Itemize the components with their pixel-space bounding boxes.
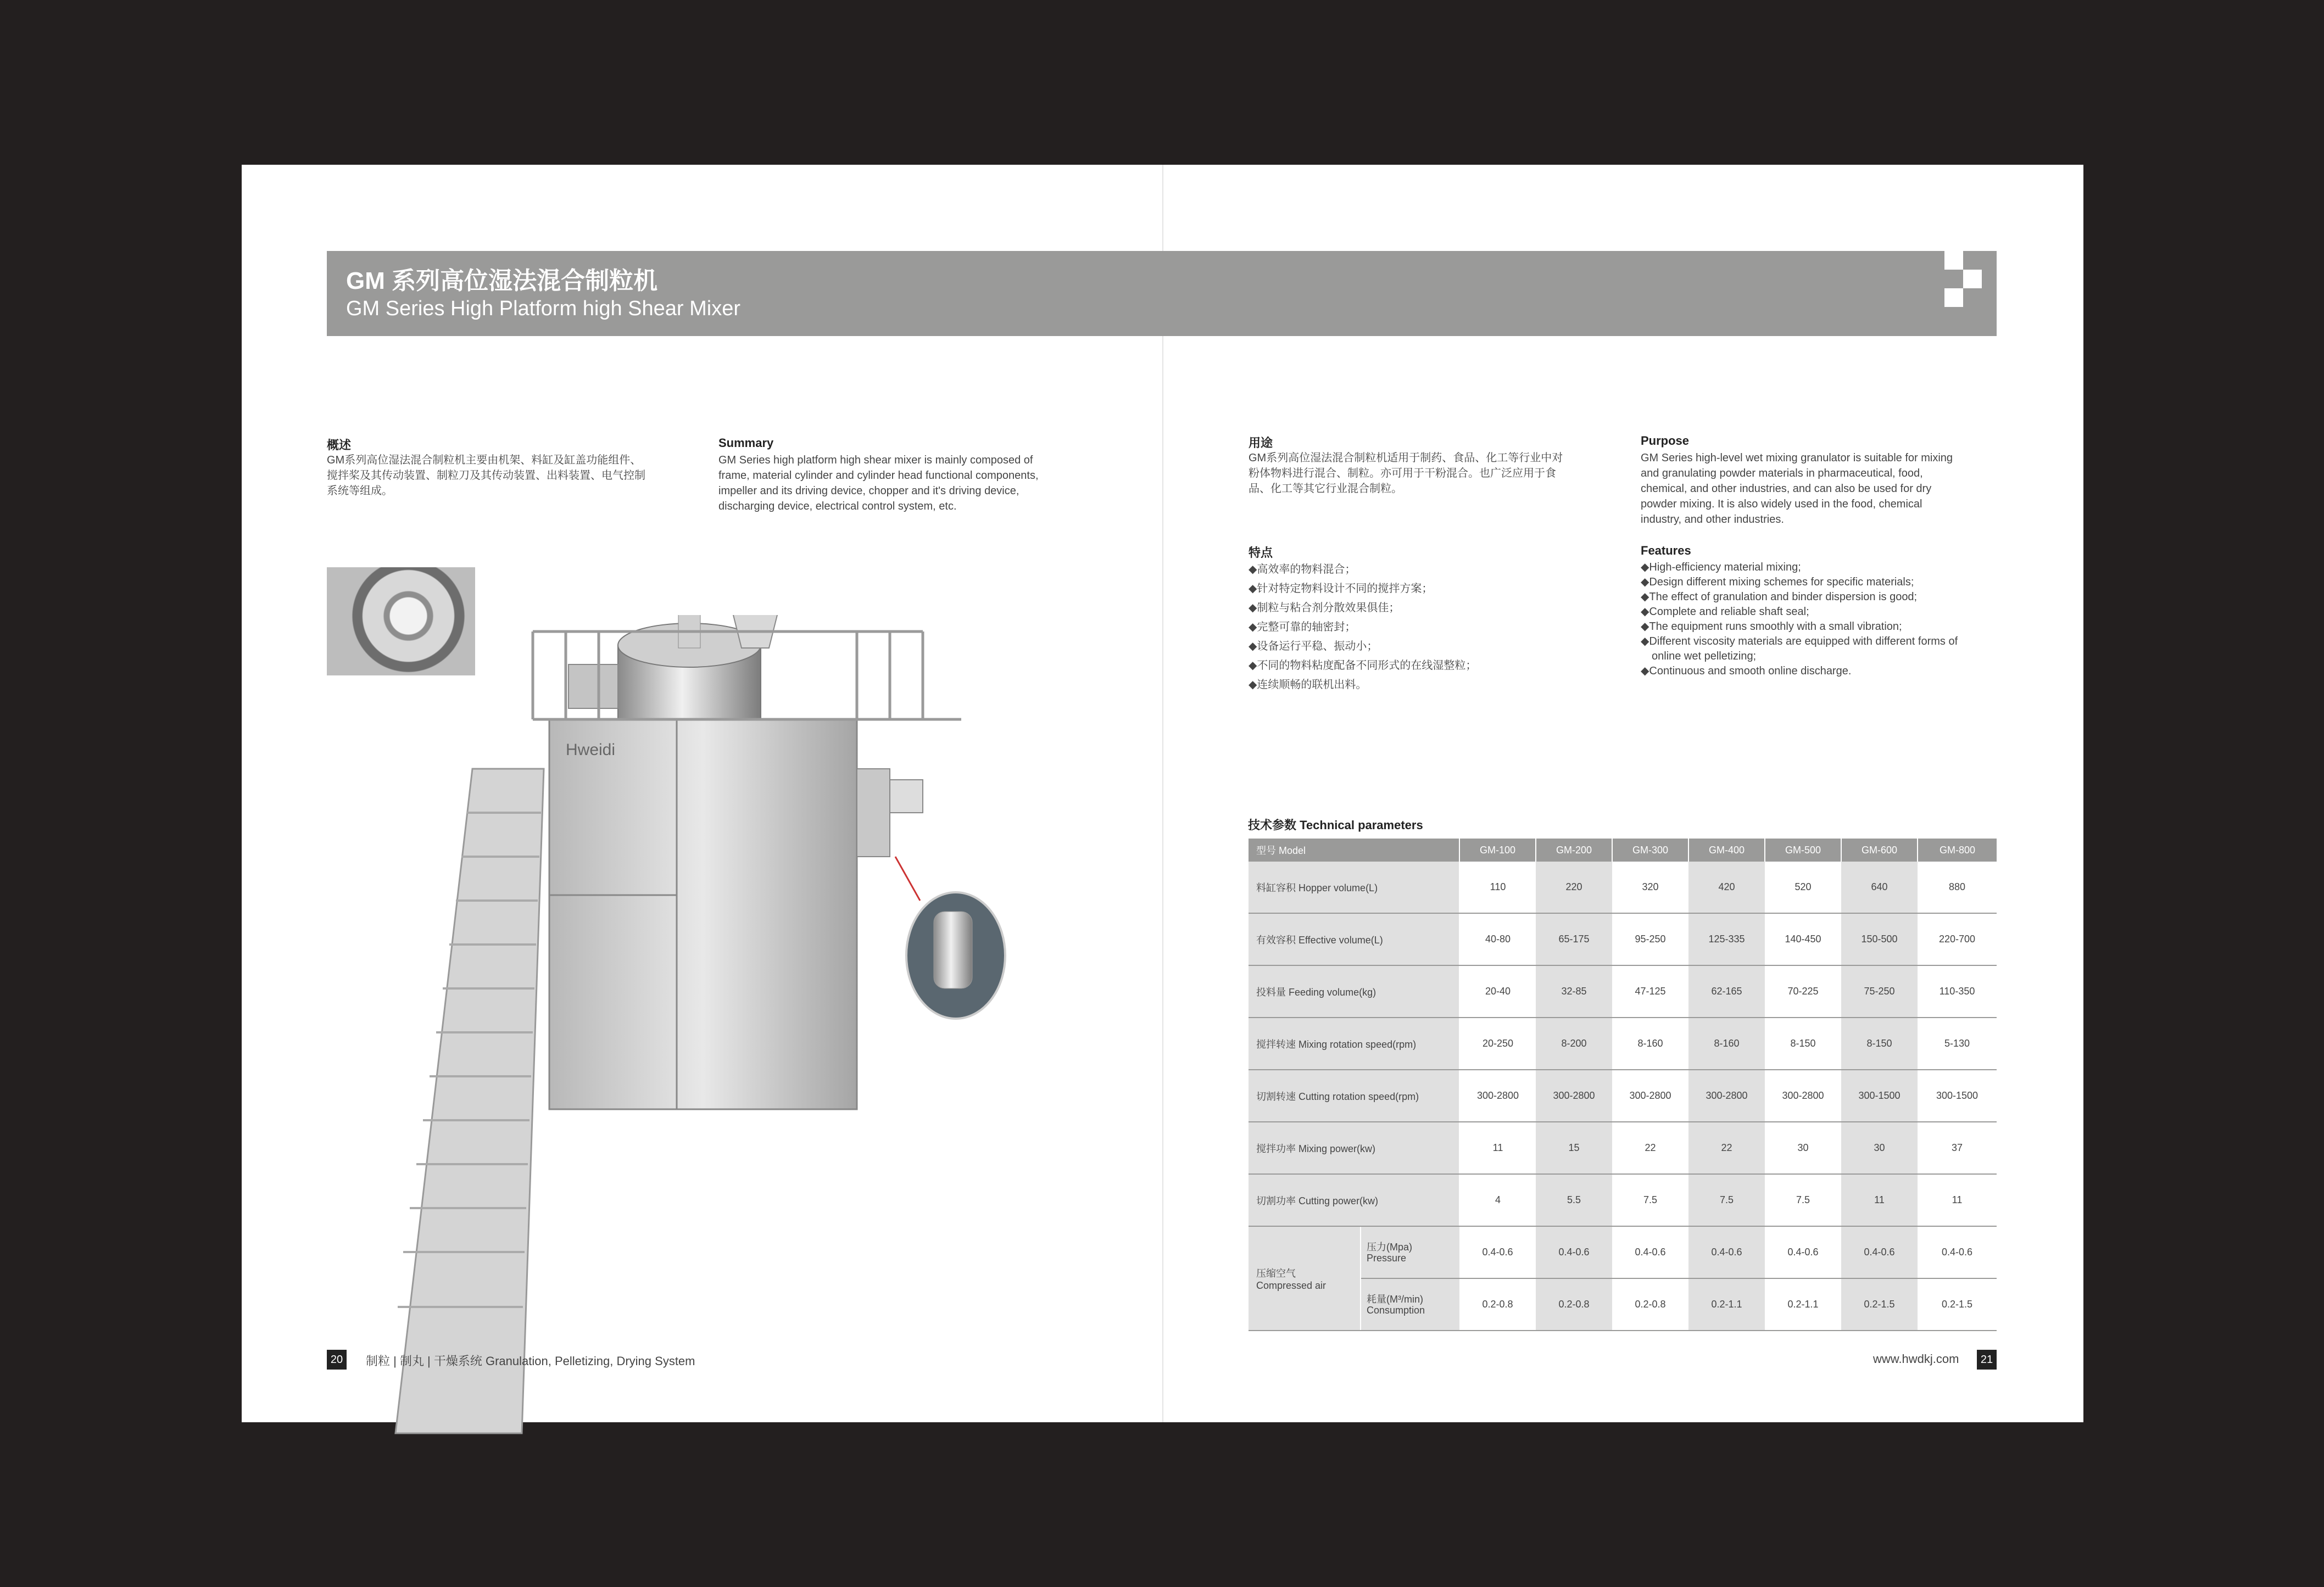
row-label: 切割功率 Cutting power(kw) (1249, 1174, 1459, 1226)
list-item: ◆Complete and reliable shaft seal; (1641, 606, 1809, 618)
table-cell: 220-700 (1918, 913, 1997, 965)
list-item: ◆Design different mixing schemes for specific materials; (1641, 576, 1914, 588)
table-cell: 75-250 (1841, 965, 1918, 1018)
table-cell: 220 (1536, 862, 1612, 913)
table-cell: 40-80 (1459, 913, 1536, 965)
table-cell: 0.4-0.6 (1612, 1226, 1688, 1278)
title-zh: GM 系列高位湿法混合制粒机 (346, 267, 658, 294)
table-cell: 32-85 (1536, 965, 1612, 1018)
list-item: ◆High-efficiency material mixing; (1641, 561, 1801, 573)
row-label: 料缸容积 Hopper volume(L) (1249, 862, 1459, 913)
model-header: GM-100 (1459, 839, 1536, 862)
table-cell: 8-150 (1765, 1018, 1841, 1070)
title-en: GM Series High Platform high Shear Mixer (346, 297, 741, 320)
table-cell: 7.5 (1688, 1174, 1765, 1226)
table-cell: 110-350 (1918, 965, 1997, 1018)
table-cell: 880 (1918, 862, 1997, 913)
row-label: 搅拌转速 Mixing rotation speed(rpm) (1249, 1018, 1459, 1070)
table-row (1249, 965, 1997, 1018)
table-cell: 300-1500 (1918, 1070, 1997, 1122)
row-label: 投料量 Feeding volume(kg) (1249, 965, 1459, 1018)
table-cell: 11 (1841, 1174, 1918, 1226)
table-cell: 0.2-1.5 (1918, 1278, 1997, 1331)
features-zh-heading: 特点 (1249, 546, 1273, 560)
model-header: GM-400 (1688, 839, 1765, 862)
table-cell: 7.5 (1765, 1174, 1841, 1226)
row-label: 切割转速 Cutting rotation speed(rpm) (1249, 1070, 1459, 1122)
row-label: 有效容积 Effective volume(L) (1249, 913, 1459, 965)
list-item: ◆设备运行平稳、振动小； (1249, 640, 1378, 652)
table-cell: 110 (1459, 862, 1536, 913)
table-cell: 140-450 (1765, 913, 1841, 965)
table-cell: 11 (1459, 1122, 1536, 1174)
table-row (1249, 1122, 1997, 1174)
table-cell: 320 (1612, 862, 1688, 913)
table-cell: 0.4-0.6 (1765, 1226, 1841, 1278)
purpose-zh-heading: 用途 (1249, 436, 1273, 450)
table-row (1249, 1226, 1997, 1278)
list-item: online wet pelletizing; (1652, 650, 1757, 662)
header-model-label: 型号 Model (1249, 839, 1459, 862)
table-cell: 70-225 (1765, 965, 1841, 1018)
features-zh-list (1249, 560, 1476, 695)
mixer-machine-illustration (384, 615, 1033, 1439)
technical-parameters-table (1249, 839, 1997, 1331)
table-cell: 0.2-1.1 (1765, 1278, 1841, 1331)
title-banner (327, 251, 1997, 336)
model-header: GM-800 (1918, 839, 1997, 862)
brand-label: Hweidi (566, 741, 616, 759)
table-header-row (1249, 839, 1997, 862)
model-header: GM-600 (1841, 839, 1918, 862)
summary-en-body: GM Series high platform high shear mixer is mainly composed of frame, material cylinder and cylinder head functional components, impeller and its driving device, chopper and it's driving device, discharging device, electrical control system, etc. (718, 454, 1039, 512)
table-row (1249, 1278, 1997, 1331)
table-cell: 8-160 (1688, 1018, 1765, 1070)
table-row (1249, 1018, 1997, 1070)
table-cell: 7.5 (1612, 1174, 1688, 1226)
model-header: GM-300 (1612, 839, 1688, 862)
summary-zh-body: GM系列高位湿法混合制粒机主要由机架、料缸及缸盖功能组件、 搅拌桨及其传动装置、制粒刀及其传动装置、出料装置、电气控制 系统等组成。 (327, 454, 645, 497)
list-item: ◆The equipment runs smoothly with a small vibration; (1641, 621, 1902, 633)
table-cell: 300-2800 (1459, 1070, 1536, 1122)
table-cell: 300-2800 (1765, 1070, 1841, 1122)
list-item: ◆The effect of granulation and binder dispersion is good; (1641, 591, 1918, 603)
summary-en-heading: Summary (718, 436, 774, 450)
list-item: ◆针对特定物料设计不同的搅拌方案； (1249, 583, 1433, 595)
row-label: 搅拌功率 Mixing power(kw) (1249, 1122, 1459, 1174)
table-cell: 420 (1688, 862, 1765, 913)
table-cell: 300-2800 (1612, 1070, 1688, 1122)
table-cell: 300-1500 (1841, 1070, 1918, 1122)
table-cell: 0.4-0.6 (1918, 1226, 1997, 1278)
list-item: ◆高效率的物料混合； (1249, 563, 1356, 575)
model-header: GM-500 (1765, 839, 1841, 862)
table-cell: 30 (1765, 1122, 1841, 1174)
table-cell: 15 (1536, 1122, 1612, 1174)
table-cell: 0.4-0.6 (1459, 1226, 1536, 1278)
list-item: ◆Continuous and smooth online discharge. (1641, 665, 1852, 677)
table-cell: 65-175 (1536, 913, 1612, 965)
table-cell: 0.2-1.1 (1688, 1278, 1765, 1331)
table-cell: 8-160 (1612, 1018, 1688, 1070)
table-cell: 0.4-0.6 (1536, 1226, 1612, 1278)
table-cell: 0.2-0.8 (1459, 1278, 1536, 1331)
purpose-en-heading: Purpose (1641, 434, 1690, 448)
summary-zh-heading: 概述 (327, 438, 352, 452)
footer-website: www.hwdkj.com (1873, 1352, 1959, 1366)
table-cell: 0.4-0.6 (1841, 1226, 1918, 1278)
table-cell: 150-500 (1841, 913, 1918, 965)
table-title: 技术参数 Technical parameters (1248, 818, 1423, 832)
page-number-right: 21 (1977, 1350, 1997, 1370)
table-cell: 20-40 (1459, 965, 1536, 1018)
table-cell: 125-335 (1688, 913, 1765, 965)
table-cell: 8-200 (1536, 1018, 1612, 1070)
table-cell: 37 (1918, 1122, 1997, 1174)
page-number-left: 20 (327, 1350, 347, 1370)
table-cell: 4 (1459, 1174, 1536, 1226)
purpose-en-body: GM Series high-level wet mixing granulator is suitable for mixing and granulating powder materials in pharmaceutical, food, chemical, and other industries, and can also be used for dry powder mixing. It is also widely used in the food, chemical industry, and other industries. (1641, 452, 1953, 526)
list-item: ◆完整可靠的轴密封； (1249, 621, 1356, 633)
table-cell: 5-130 (1918, 1018, 1997, 1070)
list-item: ◆不同的物料粘度配备不同形式的在线湿整粒； (1249, 660, 1477, 672)
table-cell: 300-2800 (1536, 1070, 1612, 1122)
consumption-label: 耗量(M³/min) Consumption (1361, 1278, 1459, 1331)
table-cell: 300-2800 (1688, 1070, 1765, 1122)
features-en-list (1641, 560, 1958, 679)
table-cell: 95-250 (1612, 913, 1688, 965)
table-cell: 520 (1765, 862, 1841, 913)
table-cell: 30 (1841, 1122, 1918, 1174)
model-header: GM-200 (1536, 839, 1612, 862)
table-cell: 0.2-1.5 (1841, 1278, 1918, 1331)
table-cell: 22 (1612, 1122, 1688, 1174)
table-cell: 62-165 (1688, 965, 1765, 1018)
table-cell: 47-125 (1612, 965, 1688, 1018)
footer-left-text: 制粒 | 制丸 | 干燥系统 Granulation, Pelletizing, Drying System (366, 1354, 695, 1368)
table-cell: 5.5 (1536, 1174, 1612, 1226)
features-en-heading: Features (1641, 544, 1691, 557)
table-cell: 640 (1841, 862, 1918, 913)
table-row (1249, 913, 1997, 965)
list-item: ◆连续顺畅的联机出料。 (1249, 679, 1367, 691)
table-cell: 11 (1918, 1174, 1997, 1226)
table-cell: 0.4-0.6 (1688, 1226, 1765, 1278)
list-item: ◆Different viscosity materials are equipped with different forms of (1641, 635, 1958, 647)
table-cell: 8-150 (1841, 1018, 1918, 1070)
table-row (1249, 1070, 1997, 1122)
table-cell: 0.2-0.8 (1536, 1278, 1612, 1331)
compressed-air-label: 压缩空气 Compressed air (1249, 1226, 1361, 1331)
table-cell: 0.2-0.8 (1612, 1278, 1688, 1331)
brochure-spread (242, 165, 2083, 1422)
pressure-label: 压力(Mpa) Pressure (1361, 1226, 1459, 1278)
list-item: ◆制粒与粘合剂分散效果俱佳； (1249, 602, 1400, 614)
table-row (1249, 862, 1997, 913)
table-cell: 22 (1688, 1122, 1765, 1174)
table-cell: 20-250 (1459, 1018, 1536, 1070)
page-fold (1162, 165, 1163, 1422)
table-row (1249, 1174, 1997, 1226)
purpose-zh-body: GM系列高位湿法混合制粒机适用于制药、食品、化工等行业中对 粉体物料进行混合、制粒。亦可用于干粉混合。也广泛应用于食 品、化工等其它行业混合制粒。 (1249, 452, 1563, 495)
